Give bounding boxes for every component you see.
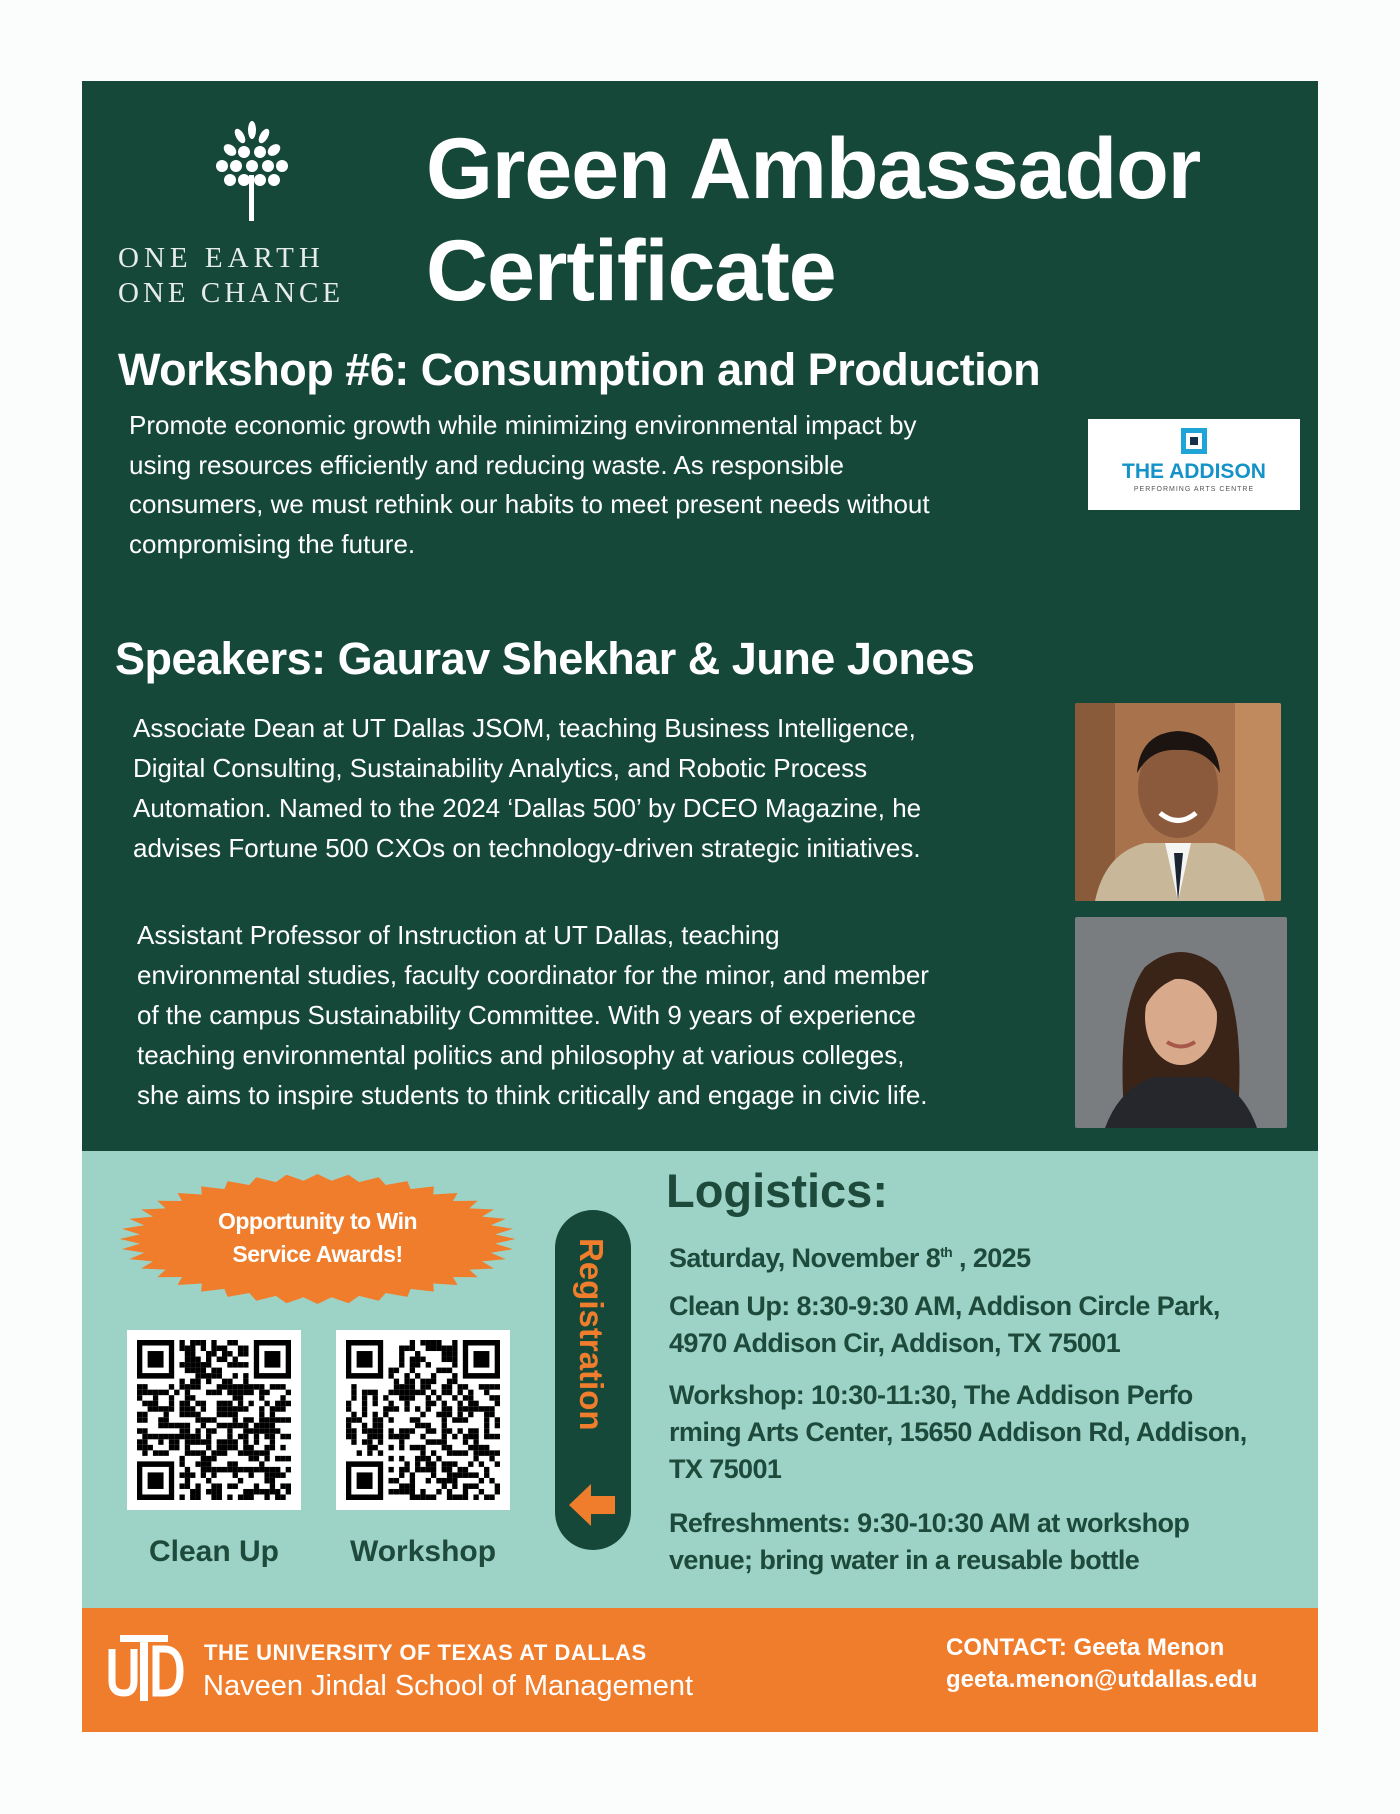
refreshments-line: Refreshments: 9:30-10:30 AM at workshop	[669, 1508, 1190, 1538]
workshop-description	[129, 406, 930, 564]
bio-line: Digital Consulting, Sustainability Analytics, and Robotic Process	[133, 753, 868, 783]
qr-code-icon	[137, 1340, 291, 1500]
refreshments-line: venue; bring water in a reusable bottle	[669, 1545, 1140, 1575]
awards-text	[119, 1205, 516, 1271]
university-name: THE UNIVERSITY OF TEXAS AT DALLAS	[204, 1640, 647, 1665]
date-text: Saturday, November 8	[669, 1243, 941, 1273]
cleanup-qr-code[interactable]	[127, 1330, 301, 1510]
speaker-bio-gaurav	[133, 708, 921, 868]
workshop-line: TX 75001	[669, 1454, 782, 1484]
description-line: compromising the future.	[129, 528, 416, 559]
cleanup-details	[669, 1288, 1220, 1362]
workshop-qr-label: Workshop	[349, 1535, 497, 1568]
logistics-heading: Logistics:	[666, 1164, 888, 1217]
logo-text-line1: ONE EARTH	[118, 242, 325, 274]
speaker-bio-june	[137, 915, 929, 1115]
title-line1: Green Ambassador	[426, 121, 1201, 217]
cleanup-qr-label: Clean Up	[148, 1535, 280, 1568]
arrow-left-icon	[567, 1482, 619, 1528]
addison-square-icon	[1181, 428, 1207, 454]
bio-line: advises Fortune 500 CXOs on technology-driven strategic initiatives.	[133, 833, 921, 863]
logo-text-line2: ONE CHANCE	[118, 277, 345, 309]
speaker-photo-june	[1075, 917, 1287, 1128]
cleanup-line: Clean Up: 8:30-9:30 AM, Addison Circle Park,	[669, 1291, 1220, 1321]
cleanup-line: 4970 Addison Cir, Addison, TX 75001	[669, 1328, 1121, 1358]
registration-label: Registration	[573, 1238, 610, 1431]
workshop-line: rming Arts Center, 15650 Addison Rd, Addison,	[669, 1417, 1247, 1447]
bio-line: Automation. Named to the 2024 ‘Dallas 500’ by DCEO Magazine, he	[133, 793, 922, 823]
refreshments-details	[669, 1505, 1189, 1579]
workshop-qr-code[interactable]	[336, 1330, 510, 1510]
bio-line: teaching environmental politics and philosophy at various colleges,	[137, 1040, 905, 1070]
workshop-line: Workshop: 10:30-11:30, The Addison Perfo	[669, 1380, 1193, 1410]
workshop-heading: Workshop #6: Consumption and Production	[118, 344, 1041, 395]
bio-line: Assistant Professor of Instruction at UT Dallas, teaching	[137, 920, 780, 950]
date-suffix: th	[940, 1244, 953, 1260]
awards-line1: Opportunity to Win	[217, 1208, 418, 1234]
qr-code-icon	[346, 1340, 500, 1500]
school-name: Naveen Jindal School of Management	[203, 1670, 694, 1702]
description-line: using resources efficiently and reducing waste. As responsible	[129, 449, 844, 480]
bio-line: Associate Dean at UT Dallas JSOM, teaching Business Intelligence,	[133, 713, 916, 743]
description-line: consumers, we must rethink our habits to meet present needs without	[129, 489, 930, 519]
date-year: , 2025	[952, 1243, 1031, 1273]
speakers-heading: Speakers: Gaurav Shekhar & June Jones	[115, 633, 975, 684]
contact-email[interactable]: geeta.menon@utdallas.edu	[946, 1666, 1258, 1693]
event-date	[669, 1234, 1031, 1277]
registration-pill	[555, 1210, 631, 1550]
utd-logo-icon	[106, 1631, 186, 1703]
sponsor-sub: PERFORMING ARTS CENTRE	[1133, 486, 1255, 493]
workshop-details	[669, 1377, 1247, 1488]
description-line: Promote economic growth while minimizing environmental impact by	[129, 410, 917, 440]
title-line2: Certificate	[426, 223, 836, 319]
tree-logo-icon	[206, 120, 298, 222]
sponsor-name: THE ADDISON	[1122, 460, 1266, 483]
bio-line: of the campus Sustainability Committee. With 9 years of experience	[137, 1000, 916, 1030]
sponsor-logo	[1088, 419, 1300, 510]
bio-line: environmental studies, faculty coordinator for the minor, and member	[137, 960, 929, 990]
speaker-photo-gaurav	[1075, 703, 1281, 901]
awards-line2: Service Awards!	[232, 1241, 403, 1267]
contact-name: CONTACT: Geeta Menon	[946, 1634, 1225, 1661]
bio-line: she aims to inspire students to think critically and engage in civic life.	[137, 1080, 928, 1110]
